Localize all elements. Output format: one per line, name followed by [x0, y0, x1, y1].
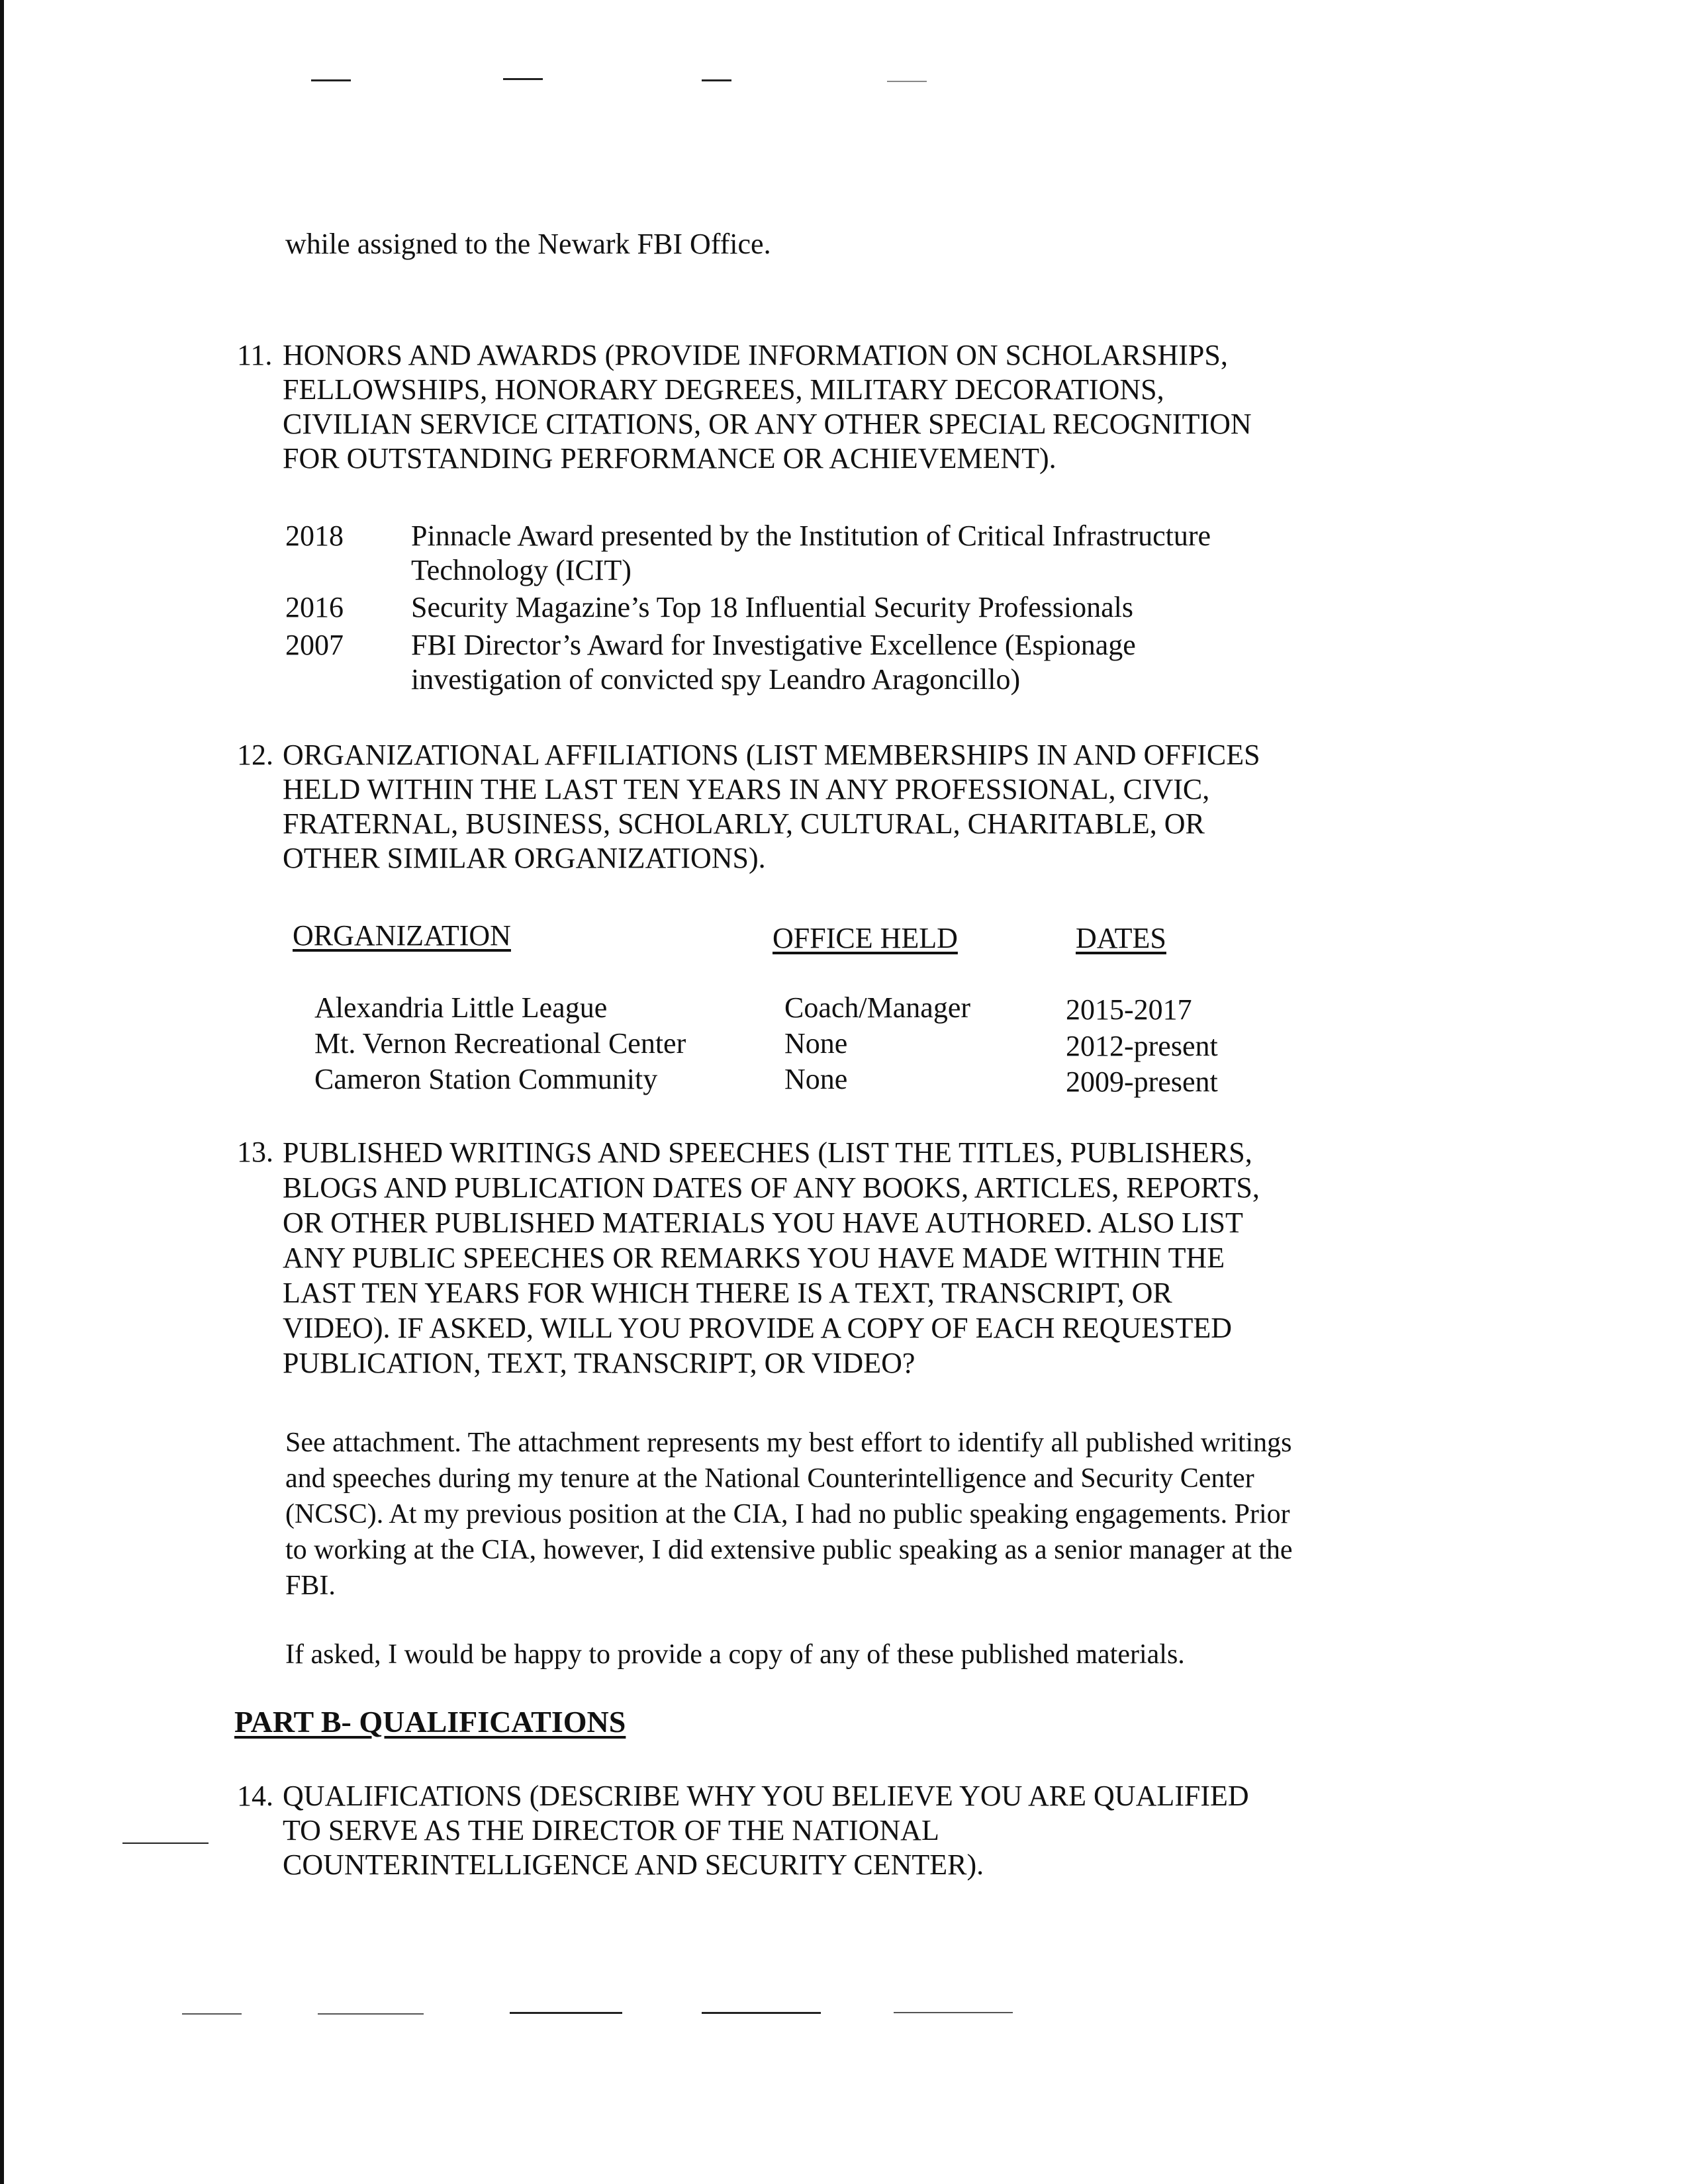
- dates: 2015-2017: [1066, 993, 1192, 1026]
- scan-artifact: [887, 81, 927, 82]
- q11-line: CIVILIAN SERVICE CITATIONS, OR ANY OTHER SPECIAL RECOGNITION: [283, 408, 1252, 440]
- q13-answer: [285, 1425, 1293, 1604]
- q14-number: 14.: [237, 1780, 273, 1812]
- scan-artifact: [318, 2013, 424, 2015]
- award-line: FBI Director’s Award for Investigative Excellence (Espionage: [411, 629, 1136, 661]
- continuation-text: while assigned to the Newark FBI Office.: [285, 228, 771, 260]
- table-header-office: OFFICE HELD: [773, 922, 958, 954]
- q11-question: [283, 338, 1252, 476]
- scan-artifact: [182, 2013, 242, 2015]
- q13-number: 13.: [237, 1136, 273, 1168]
- award-description: [411, 519, 1211, 588]
- scan-artifact: [503, 78, 543, 80]
- q13-line: BLOGS AND PUBLICATION DATES OF ANY BOOKS, ARTICLES, REPORTS,: [283, 1171, 1260, 1204]
- q12-line: OTHER SIMILAR ORGANIZATIONS).: [283, 842, 766, 874]
- award-year: 2007: [285, 629, 344, 661]
- table-header-dates: DATES: [1076, 922, 1166, 954]
- office-held: None: [784, 1027, 848, 1060]
- org-name: Alexandria Little League: [314, 991, 608, 1024]
- dates: 2009-present: [1066, 1066, 1218, 1098]
- q14-line: TO SERVE AS THE DIRECTOR OF THE NATIONAL: [283, 1814, 939, 1846]
- q11-number: 11.: [237, 339, 273, 371]
- scan-artifact: [894, 2012, 1013, 2013]
- award-year: 2018: [285, 520, 344, 552]
- q11-line: FOR OUTSTANDING PERFORMANCE OR ACHIEVEMENT).: [283, 442, 1056, 475]
- q12-line: FRATERNAL, BUSINESS, SCHOLARLY, CULTURAL, CHARITABLE, OR: [283, 807, 1205, 840]
- award-description: Security Magazine’s Top 18 Influential Security Professionals: [411, 591, 1133, 623]
- answer-line: FBI.: [285, 1570, 336, 1601]
- q12-line: HELD WITHIN THE LAST TEN YEARS IN ANY PROFESSIONAL, CIVIC,: [283, 773, 1210, 805]
- q12-question: [283, 738, 1260, 876]
- q14-line: QUALIFICATIONS (DESCRIBE WHY YOU BELIEVE YOU ARE QUALIFIED: [283, 1780, 1249, 1812]
- part-b-heading: PART B- QUALIFICATIONS: [234, 1705, 626, 1739]
- q13-line: LAST TEN YEARS FOR WHICH THERE IS A TEXT, TRANSCRIPT, OR: [283, 1277, 1172, 1309]
- org-name: Mt. Vernon Recreational Center: [314, 1027, 686, 1060]
- q13-line: ANY PUBLIC SPEECHES OR REMARKS YOU HAVE MADE WITHIN THE: [283, 1242, 1225, 1274]
- scan-artifact: [311, 79, 351, 81]
- q11-line: HONORS AND AWARDS (PROVIDE INFORMATION ON SCHOLARSHIPS,: [283, 339, 1228, 371]
- q13-answer-followup: If asked, I would be happy to provide a copy of any of these published materials.: [285, 1639, 1185, 1670]
- award-year: 2016: [285, 591, 344, 623]
- scan-artifact: [510, 2012, 622, 2014]
- office-held: None: [784, 1063, 848, 1095]
- scan-left-edge: [0, 0, 4, 2184]
- q14-line: COUNTERINTELLIGENCE AND SECURITY CENTER).: [283, 1848, 984, 1881]
- scan-artifact: [702, 2012, 821, 2014]
- org-name: Cameron Station Community: [314, 1063, 658, 1095]
- award-line: Pinnacle Award presented by the Institution of Critical Infrastructure: [411, 520, 1211, 552]
- q13-line: OR OTHER PUBLISHED MATERIALS YOU HAVE AUTHORED. ALSO LIST: [283, 1206, 1243, 1239]
- answer-line: to working at the CIA, however, I did extensive public speaking as a senior manager at the: [285, 1535, 1293, 1565]
- answer-line: (NCSC). At my previous position at the CIA, I had no public speaking engagements. Prior: [285, 1499, 1290, 1529]
- office-held: Coach/Manager: [784, 991, 970, 1024]
- answer-line: See attachment. The attachment represents my best effort to identify all published writings: [285, 1428, 1292, 1458]
- q12-line: ORGANIZATIONAL AFFILIATIONS (LIST MEMBERSHIPS IN AND OFFICES: [283, 739, 1260, 771]
- award-description: [411, 628, 1136, 697]
- table-header-organization: ORGANIZATION: [293, 919, 511, 952]
- q11-line: FELLOWSHIPS, HONORARY DEGREES, MILITARY DECORATIONS,: [283, 373, 1164, 406]
- scan-artifact: [122, 1843, 209, 1844]
- q14-question: [283, 1779, 1249, 1882]
- q13-line: PUBLICATION, TEXT, TRANSCRIPT, OR VIDEO?: [283, 1347, 915, 1379]
- dates: 2012-present: [1066, 1030, 1218, 1062]
- q13-line: VIDEO). IF ASKED, WILL YOU PROVIDE A COPY OF EACH REQUESTED: [283, 1312, 1233, 1344]
- award-line: Technology (ICIT): [411, 554, 632, 586]
- q13-question: [283, 1135, 1260, 1381]
- q12-number: 12.: [237, 739, 273, 771]
- q13-line: PUBLISHED WRITINGS AND SPEECHES (LIST THE TITLES, PUBLISHERS,: [283, 1136, 1252, 1169]
- answer-line: and speeches during my tenure at the National Counterintelligence and Security Center: [285, 1463, 1254, 1494]
- award-line: investigation of convicted spy Leandro Aragoncillo): [411, 663, 1021, 696]
- scan-artifact: [702, 79, 731, 81]
